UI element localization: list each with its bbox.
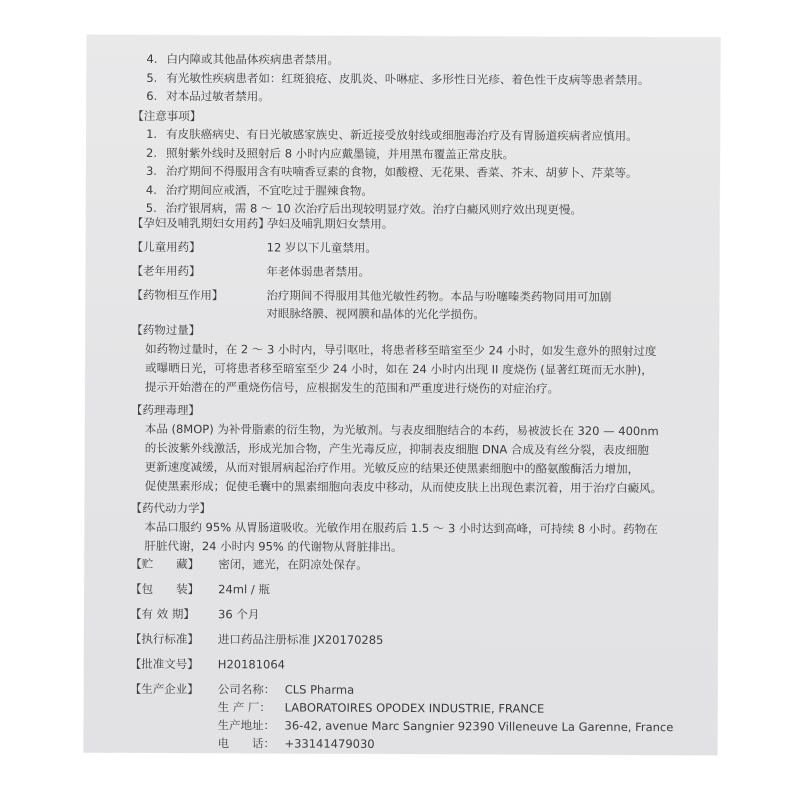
list-item: 5. 治疗银屑病，需 8 ～ 10 次治疗后出现较明显疗效。治疗白癜风则疗效出现更慢。 xyxy=(145,200,582,217)
pediatric-row: 【儿童用药】 12 岁以下儿童禁用。 xyxy=(131,239,377,255)
list-item: 2. 照射紫外线时及照射后 8 小时内应戴墨镜，并用黑布覆盖正常皮肤。 xyxy=(146,145,515,161)
company-name-row: 公司名称： CLS Pharma xyxy=(217,682,355,697)
manufacturer-label: 【生产企业】 xyxy=(129,681,199,697)
interactions-label: 【药物相互作用】 xyxy=(131,287,224,303)
list-item: 4. 治疗期间应戒酒，不宜吃过于腥辣食物。 xyxy=(145,182,373,198)
interactions-row: 【药物相互作用】 治疗期间不得服用其他光敏性药物。本品与吩噻嗪类药物同用可加剧 对眼脉络膜、视网膜和晶体的光化学损伤。 xyxy=(131,287,612,322)
package-row: 【包 装】 24ml / 瓶 xyxy=(130,581,270,597)
manufacturer-label-row xyxy=(130,680,218,698)
factory-row: 生 产 厂： LABORATOIRES OPODEX INDUSTRIE, FRANCE xyxy=(217,700,545,716)
pregnancy-row: 【孕妇及哺乳期妇女用药】 孕妇及哺乳期妇女禁用。 xyxy=(131,215,394,231)
list-item: 4. 白内障或其他晶体疾病患者禁用。 xyxy=(146,51,339,67)
expiry-row: 【有 效 期】 36 个月 xyxy=(130,606,260,622)
pharmacology-heading: 【药理毒理】 xyxy=(130,402,200,418)
phone-row: 电 话： +33141479030 xyxy=(217,736,375,751)
storage-row: 【贮 藏】 密闭，遮光，在阴凉处保存。 xyxy=(130,556,368,572)
list-item: 5. 有光敏性疾病患者如：红斑狼疮、皮肌炎、卟啉症、多形性日光疹、着色性干皮病等患者禁用。 xyxy=(146,70,650,87)
overdose-heading: 【药物过量】 xyxy=(131,322,201,338)
list-item: 1. 有皮肤癌病史、有日光敏感家族史、新近接受放射线或细胞毒治疗及有胃肠道疾病者应慎用。 xyxy=(146,126,638,144)
pharmacokinetics-heading: 【药代动力学】 xyxy=(130,500,212,516)
pediatric-label: 【儿童用药】 xyxy=(131,239,201,255)
list-item: 6. 对本品过敏者禁用。 xyxy=(146,88,270,104)
package-insert-page xyxy=(83,35,720,756)
standard-row: 【执行标准】 进口药品注册标准 JX20170285 xyxy=(129,631,384,647)
address-row: 生产地址： 36-42, avenue Marc Sangnier 92390 Villeneuve La Garenne, France xyxy=(217,718,674,735)
precautions-list xyxy=(146,125,638,220)
pharmacology-text: 本品 (8MOP) 为补骨脂素的衍生物，为光敏剂。与表皮细胞结合的本药，易被波长在 320 — 400nm 的长波紫外线激活，形成光加合物，产生光毒反应，抑制表皮细胞 DNA 合成及有丝分裂，表皮细胞 更新速度减缓，从而对银屑病起治疗作用。光敏反应的结果还使黑素细胞中的酪氨酸酶活力增加， 促使黑素形成；促使毛囊中的黑素细胞向表皮中移动，从而使皮肤上出现色素沉着，用于治疗白癜风。 xyxy=(144,421,663,496)
list-item: 3. 治疗期间不得服用含有呋喃香豆素的食物，如酸橙、无花果、香菜、芥末、胡萝卜、芹菜等。 xyxy=(145,163,638,181)
geriatric-label: 【老年用药】 xyxy=(131,263,201,279)
overdose-text: 如药物过量时，在 2 ～ 3 小时内，导引呕吐，将患者移至暗室至少 24 小时，如发生意外的照射过度 或曝晒日光，可将患者移至暗室至少 24 小时，如在 24 小时内出现 II 度烧伤 (显著红斑而无水肿)， 提示开始潜在的严重烧伤信号，应根据发生的范围和严重度进行烧伤的对症治疗。 xyxy=(145,341,657,396)
manufacturer-details xyxy=(217,680,673,754)
document-content xyxy=(87,35,721,751)
pharmacokinetics-text: 本品口服约 95% 从胃肠道吸收。光敏作用在服药后 1.5 ～ 3 小时达到高峰，可持续 8 小时。药物在 肝脏代谢，24 小时内 95% 的代谢物从肾脏排出。 xyxy=(144,519,658,555)
precautions-heading: 【注意事项】 xyxy=(132,108,202,124)
pregnancy-label: 【孕妇及哺乳期妇女用药】 xyxy=(131,215,270,231)
approval-number-row: 【批准文号】 H20181064 xyxy=(129,656,286,672)
contraindications-list xyxy=(146,50,649,108)
geriatric-row: 【老年用药】 年老体弱患者禁用。 xyxy=(131,263,371,279)
